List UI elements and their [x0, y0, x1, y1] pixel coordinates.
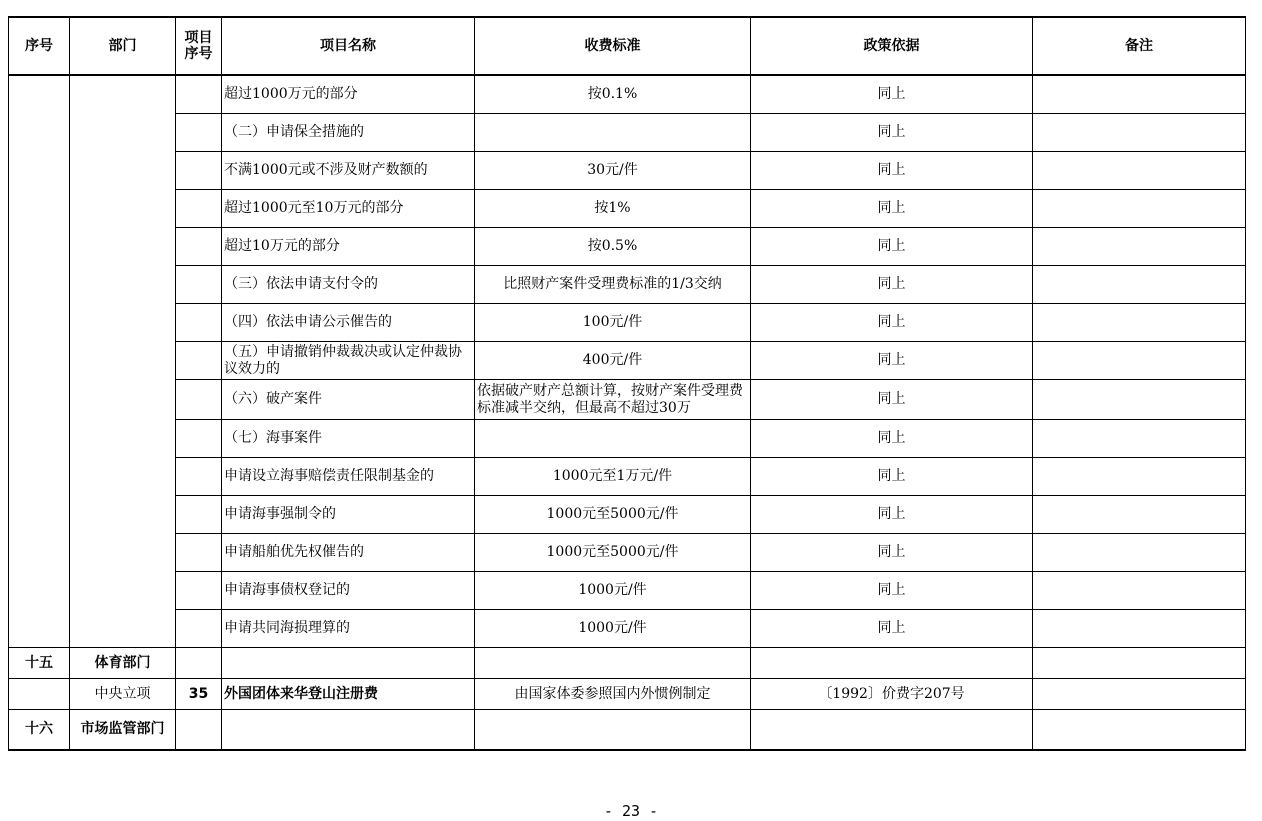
remark-cell [1033, 190, 1246, 228]
central-item-seq: 35 [176, 679, 222, 710]
policy-basis: 同上 [751, 610, 1033, 648]
table-row [9, 114, 1246, 152]
item-seq-cell [176, 534, 222, 572]
central-fee-standard: 由国家体委参照国内外惯例制定 [475, 679, 751, 710]
item-seq-cell [176, 710, 222, 751]
table-row [9, 534, 1246, 572]
policy-basis: 同上 [751, 458, 1033, 496]
remark-cell [1033, 228, 1246, 266]
header-item-seq: 项目序号 [176, 17, 222, 75]
item-name: （三）依法申请支付令的 [222, 266, 475, 304]
remark-cell [1033, 152, 1246, 190]
section-dept: 市场监管部门 [70, 710, 176, 751]
remark-cell [1033, 648, 1246, 679]
table-row [9, 458, 1246, 496]
table-row [9, 496, 1246, 534]
remark-cell [1033, 114, 1246, 152]
central-item-row [9, 679, 1246, 710]
policy-basis: 同上 [751, 534, 1033, 572]
central-item-name: 外国团体来华登山注册费 [222, 679, 475, 710]
policy-basis: 同上 [751, 420, 1033, 458]
fee-standard: 30元/件 [475, 152, 751, 190]
remark-cell [1033, 679, 1246, 710]
remark-cell [1033, 572, 1246, 610]
item-name: （七）海事案件 [222, 420, 475, 458]
table-row [9, 266, 1246, 304]
item-seq-cell [176, 648, 222, 679]
item-name: 申请船舶优先权催告的 [222, 534, 475, 572]
policy-basis: 同上 [751, 304, 1033, 342]
table-row [9, 342, 1246, 380]
item-seq-cell [176, 610, 222, 648]
seq-cell [9, 679, 70, 710]
table-row [9, 572, 1246, 610]
dept-cell-span [70, 75, 176, 648]
section-row-sports [9, 648, 1246, 679]
remark-cell [1033, 266, 1246, 304]
item-name: （四）依法申请公示催告的 [222, 304, 475, 342]
table-row [9, 75, 1246, 114]
table-row [9, 152, 1246, 190]
policy-basis: 同上 [751, 228, 1033, 266]
item-seq-cell [176, 572, 222, 610]
table-header-row [9, 17, 1246, 75]
policy-basis: 同上 [751, 75, 1033, 114]
item-seq-cell [176, 266, 222, 304]
item-seq-cell [176, 190, 222, 228]
policy-basis: 同上 [751, 572, 1033, 610]
item-seq-cell [176, 75, 222, 114]
fee-standard [475, 710, 751, 751]
item-name [222, 648, 475, 679]
item-seq-cell [176, 496, 222, 534]
page-number: - 23 - [603, 802, 659, 820]
header-remark: 备注 [1033, 17, 1246, 75]
table-row [9, 420, 1246, 458]
seq-cell-span [9, 75, 70, 648]
policy-basis: 同上 [751, 152, 1033, 190]
section-dept: 体育部门 [70, 648, 176, 679]
table-row [9, 380, 1246, 420]
remark-cell [1033, 304, 1246, 342]
item-seq-cell [176, 458, 222, 496]
item-name: 申请设立海事赔偿责任限制基金的 [222, 458, 475, 496]
item-seq-cell [176, 380, 222, 420]
item-name: （六）破产案件 [222, 380, 475, 420]
item-name: 超过1000元至10万元的部分 [222, 190, 475, 228]
header-name: 项目名称 [222, 17, 475, 75]
table-row [9, 610, 1246, 648]
item-seq-cell [176, 342, 222, 380]
remark-cell [1033, 75, 1246, 114]
item-name: 申请共同海损理算的 [222, 610, 475, 648]
fee-standard: 1000元/件 [475, 610, 751, 648]
table-row [9, 304, 1246, 342]
fee-standard: 100元/件 [475, 304, 751, 342]
header-standard: 收费标准 [475, 17, 751, 75]
item-seq-cell [176, 114, 222, 152]
policy-basis: 同上 [751, 190, 1033, 228]
item-name: 超过1000万元的部分 [222, 75, 475, 114]
item-name: 申请海事强制令的 [222, 496, 475, 534]
table-row [9, 228, 1246, 266]
fee-standard: 1000元至5000元/件 [475, 496, 751, 534]
item-name: 超过10万元的部分 [222, 228, 475, 266]
remark-cell [1033, 496, 1246, 534]
table-row [9, 190, 1246, 228]
remark-cell [1033, 342, 1246, 380]
remark-cell [1033, 380, 1246, 420]
fee-standard: 1000元至5000元/件 [475, 534, 751, 572]
section-seq: 十六 [9, 710, 70, 751]
item-seq-cell [176, 152, 222, 190]
item-seq-cell [176, 228, 222, 266]
item-seq-cell [176, 420, 222, 458]
header-seq: 序号 [9, 17, 70, 75]
fee-standard: 依据破产财产总额计算，按财产案件受理费标准减半交纳，但最高不超过30万 [475, 380, 751, 420]
item-name: （二）申请保全措施的 [222, 114, 475, 152]
policy-basis: 同上 [751, 266, 1033, 304]
remark-cell [1033, 610, 1246, 648]
fee-table [8, 16, 1246, 751]
fee-standard: 按1% [475, 190, 751, 228]
item-name: 不满1000元或不涉及财产数额的 [222, 152, 475, 190]
remark-cell [1033, 458, 1246, 496]
item-seq-cell [176, 304, 222, 342]
fee-standard [475, 420, 751, 458]
header-policy: 政策依据 [751, 17, 1033, 75]
policy-basis: 同上 [751, 342, 1033, 380]
header-dept: 部门 [70, 17, 176, 75]
item-name [222, 710, 475, 751]
section-row-market [9, 710, 1246, 751]
central-policy-basis: 〔1992〕价费字207号 [751, 679, 1033, 710]
fee-standard: 400元/件 [475, 342, 751, 380]
central-dept: 中央立项 [70, 679, 176, 710]
section-seq: 十五 [9, 648, 70, 679]
fee-standard: 比照财产案件受理费标准的1/3交纳 [475, 266, 751, 304]
item-name: 申请海事债权登记的 [222, 572, 475, 610]
fee-standard: 1000元/件 [475, 572, 751, 610]
fee-standard: 按0.1% [475, 75, 751, 114]
fee-standard [475, 648, 751, 679]
remark-cell [1033, 420, 1246, 458]
fee-standard: 按0.5% [475, 228, 751, 266]
policy-basis [751, 710, 1033, 751]
item-name: （五）申请撤销仲裁裁决或认定仲裁协议效力的 [222, 342, 475, 380]
policy-basis: 同上 [751, 114, 1033, 152]
fee-standard: 1000元至1万元/件 [475, 458, 751, 496]
policy-basis [751, 648, 1033, 679]
remark-cell [1033, 534, 1246, 572]
fee-standard [475, 114, 751, 152]
remark-cell [1033, 710, 1246, 751]
policy-basis: 同上 [751, 380, 1033, 420]
policy-basis: 同上 [751, 496, 1033, 534]
